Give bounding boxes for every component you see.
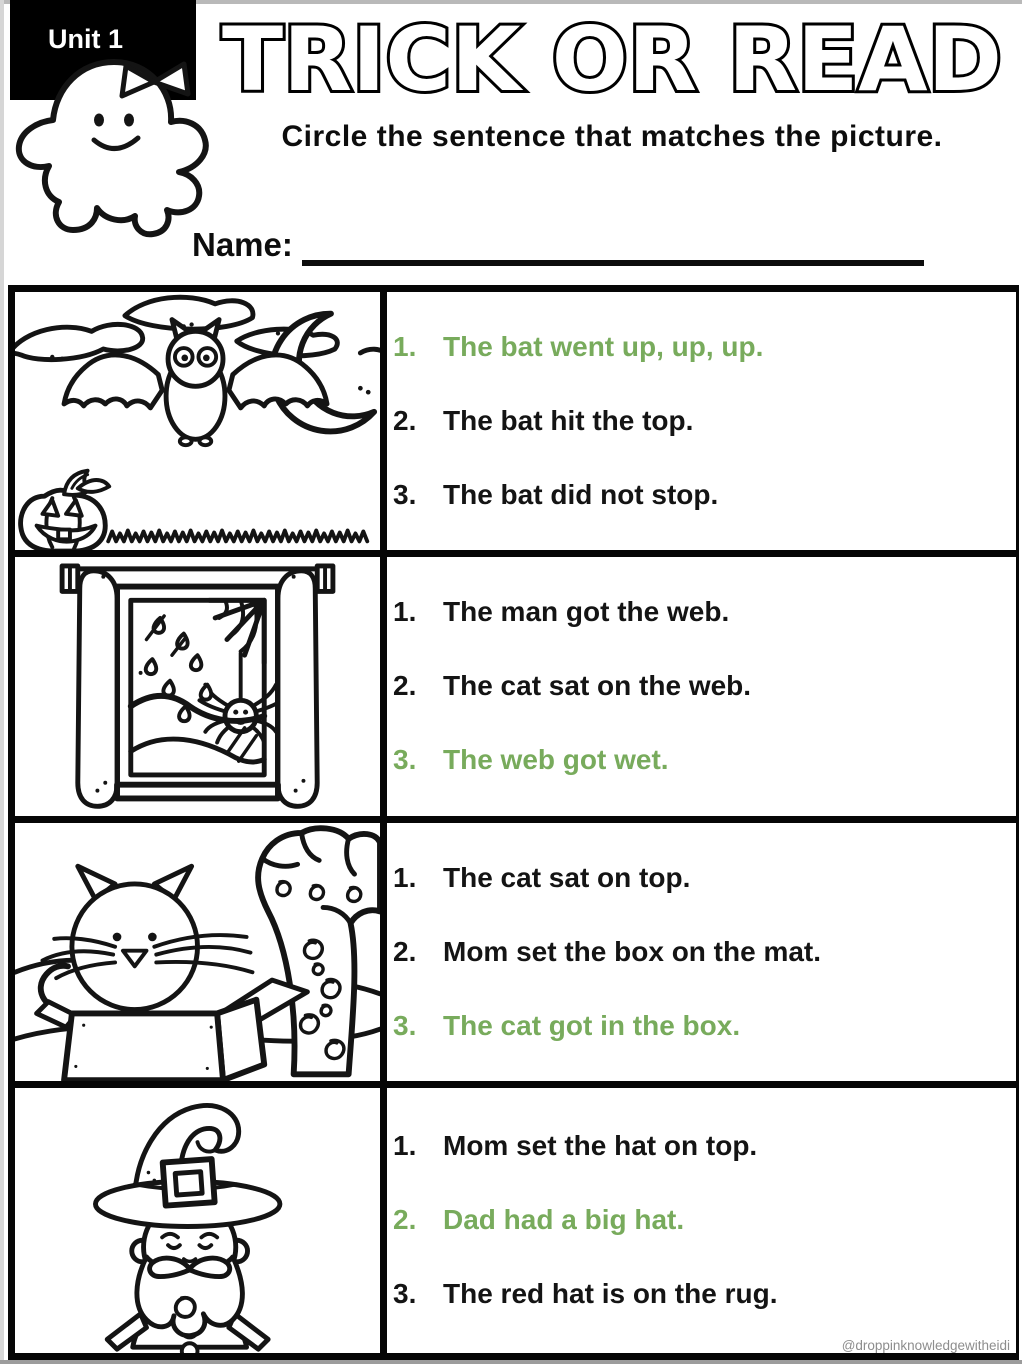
sentence-number: 3. xyxy=(393,744,417,776)
sentence-option[interactable] xyxy=(393,669,1016,703)
sentence-text: Mom set the box on the mat. xyxy=(443,935,822,967)
worksheet-header xyxy=(0,0,1022,285)
sentence-option[interactable] xyxy=(393,404,1016,438)
row4-picture-cell xyxy=(15,1088,387,1353)
sentence-option[interactable] xyxy=(393,478,1016,512)
ghost-icon xyxy=(2,48,228,248)
sentence-text: The red hat is on the rug. xyxy=(443,1278,778,1310)
sentence-option[interactable] xyxy=(393,861,1016,895)
watermark-credit: @droppinknowledgewitheidi xyxy=(841,1338,1010,1353)
sentence-text: The bat did not stop. xyxy=(443,479,719,511)
bat-night-scene-illustration xyxy=(15,292,380,550)
row1-sentences xyxy=(387,292,1016,557)
row3-sentences xyxy=(387,823,1016,1088)
sentence-option[interactable] xyxy=(393,743,1016,777)
row4-sentences xyxy=(387,1088,1016,1353)
sentence-text: The web got wet. xyxy=(443,744,669,776)
sentence-text: The bat went up, up, up. xyxy=(443,331,764,363)
sentence-text: The cat sat on top. xyxy=(443,861,691,893)
sentence-number: 1. xyxy=(393,861,417,893)
sentence-option[interactable] xyxy=(393,1009,1016,1043)
page-edge-bottom xyxy=(0,1360,1022,1364)
row3-picture-cell xyxy=(15,823,387,1088)
sentence-text: The man got the web. xyxy=(443,596,730,628)
row2-picture-cell xyxy=(15,557,387,822)
sentence-option[interactable] xyxy=(393,1203,1016,1237)
sentence-text: The bat hit the top. xyxy=(443,405,694,437)
worksheet-table xyxy=(8,285,1019,1360)
page-title-text: TRICK OR READ xyxy=(222,8,1002,111)
sentence-option[interactable] xyxy=(393,1129,1016,1163)
sentence-number: 3. xyxy=(393,479,417,511)
sentence-option[interactable] xyxy=(393,330,1016,364)
sentence-number: 1. xyxy=(393,331,417,363)
sentence-text: The cat sat on the web. xyxy=(443,670,752,702)
sentence-text: Dad had a big hat. xyxy=(443,1204,685,1236)
sentence-text: Mom set the hat on top. xyxy=(443,1130,758,1162)
sentence-number: 2. xyxy=(393,405,417,437)
spider-web-window-illustration xyxy=(15,557,380,815)
sentence-number: 2. xyxy=(393,1204,417,1236)
sentence-number: 1. xyxy=(393,1130,417,1162)
name-label: Name: xyxy=(192,226,293,263)
sentence-option[interactable] xyxy=(393,1277,1016,1311)
cat-in-box-illustration xyxy=(15,823,380,1081)
sentence-number: 2. xyxy=(393,935,417,967)
instructions: Circle the sentence that matches the picture. xyxy=(281,120,943,153)
dad-with-big-hat-illustration xyxy=(15,1088,380,1353)
page-title xyxy=(212,4,1012,116)
sentence-number: 3. xyxy=(393,1009,417,1041)
name-write-line[interactable] xyxy=(302,260,924,266)
sentence-number: 2. xyxy=(393,670,417,702)
sentence-number: 3. xyxy=(393,1278,417,1310)
sentence-option[interactable] xyxy=(393,935,1016,969)
row2-sentences xyxy=(387,557,1016,822)
row1-picture-cell xyxy=(15,292,387,557)
unit-badge-label: Unit 1 xyxy=(48,24,124,54)
sentence-text: The cat got in the box. xyxy=(443,1009,741,1041)
sentence-option[interactable] xyxy=(393,595,1016,629)
sentence-number: 1. xyxy=(393,596,417,628)
